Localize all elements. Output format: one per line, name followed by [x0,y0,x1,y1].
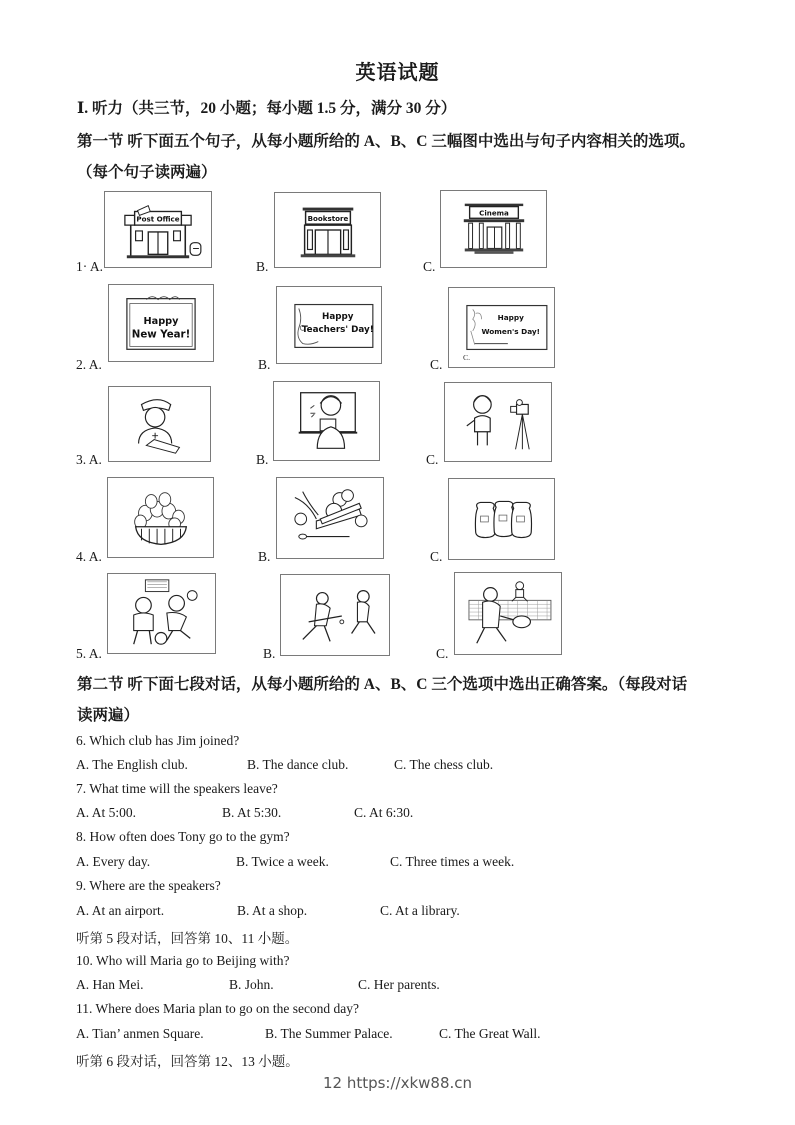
section1-heading: 第一节 听下面五个句子，从每小题所给的 A、B、C 三幅图中选出与句子内容相关的选项。 [77,133,695,150]
question-8-option-c: C. Three times a week. [390,854,515,869]
question-7-option-c: C. At 6:30. [354,805,414,820]
question-10-option-b: B. John. [229,977,274,992]
womens-day-card-icon [449,288,554,367]
question-9-option-a: A. At an airport. [76,903,165,918]
tennis-player-icon [455,573,561,654]
cinema-icon [441,191,546,267]
question-4-label-b: B. [258,549,271,564]
new-year-card-icon [109,285,213,361]
option-4c-yogurt-image[interactable] [448,478,555,560]
option-1b-bookstore-image[interactable] [274,192,381,268]
question-8-option-a: A. Every day. [76,854,151,869]
question-5-label-c: C. [436,646,449,661]
question-4-label-c: C. [430,549,443,564]
question-10-option-c: C. Her parents. [358,977,440,992]
dialogue-6-note: 听第 6 段对话，回答第 12、13 小题。 [76,1054,299,1069]
part1-heading: Ⅰ. 听力（共三节，20 小题；每小题 1.5 分，满分 30 分） [77,100,457,117]
bookstore-icon [275,193,380,267]
svg-text:C.: C. [462,353,471,363]
question-3-label-c: C. [426,452,439,467]
page-title: 英语试题 [355,62,440,84]
svg-text:Teachers' Day!: Teachers' Day! [301,324,374,335]
reporter-camera-icon [445,383,551,461]
question-8-option-b: B. Twice a week. [236,854,329,869]
teacher-icon [274,382,379,460]
section1-note: （每个句子读两遍） [77,164,217,181]
question-6-text: 6. Which club has Jim joined? [76,733,240,748]
svg-text:Bookstore: Bookstore [307,213,349,223]
svg-text:Women's Day!: Women's Day! [481,326,541,336]
option-5c-tennis-image[interactable] [454,572,562,655]
dialogue-5-note: 听第 5 段对话，回答第 10、11 小题。 [76,931,299,946]
baseball-players-icon [281,575,389,655]
question-1-label-b: B. [256,259,269,274]
question-11-option-b: B. The Summer Palace. [265,1026,393,1041]
yogurt-jars-icon [449,479,554,559]
question-5-label-a: 5. A. [76,646,102,661]
svg-text:Post Office: Post Office [136,214,180,224]
section2-heading-cont: 读两遍） [77,707,140,724]
question-7-text: 7. What time will the speakers leave? [76,781,278,796]
question-2-label-c: C. [430,357,443,372]
page-footer: 12 https://xkw88.cn [322,1074,473,1092]
option-3b-teacher-image[interactable] [273,381,380,461]
question-8-text: 8. How often does Tony go to the gym? [76,829,290,844]
svg-text:Happy: Happy [497,313,524,323]
question-6-option-b: B. The dance club. [247,757,349,772]
question-7-option-b: B. At 5:30. [222,805,282,820]
option-5a-football-image[interactable] [107,573,216,654]
question-7-option-a: A. At 5:00. [76,805,137,820]
option-1a-post-office-image[interactable] [104,191,212,268]
question-2-label-b: B. [258,357,271,372]
svg-text:New Year!: New Year! [131,329,191,341]
teachers-day-card-icon [277,287,381,363]
nurse-icon [109,387,210,461]
question-3-label-b: B. [256,452,269,467]
question-2-label-a: 2. A. [76,357,102,372]
question-6-option-a: A. The English club. [76,757,188,772]
option-2c-womens-day-card-image[interactable] [448,287,555,368]
question-1-label-c: C. [423,259,436,274]
question-3-label-a: 3. A. [76,452,102,467]
post-office-icon [105,192,211,267]
question-4-label-a: 4. A. [76,549,102,564]
egg-basket-icon [108,478,213,557]
question-11-option-c: C. The Great Wall. [439,1026,541,1041]
question-5-label-b: B. [263,646,276,661]
svg-text:Happy: Happy [143,315,179,327]
question-9-option-c: C. At a library. [380,903,460,918]
option-4b-vegetables-image[interactable] [276,477,384,559]
question-10-text: 10. Who will Maria go to Beijing with? [76,953,290,968]
option-5b-baseball-image[interactable] [280,574,390,656]
option-4a-eggs-image[interactable] [107,477,214,558]
question-11-text: 11. Where does Maria plan to go on the second day? [76,1001,360,1016]
football-players-icon [108,574,215,653]
option-3c-reporter-image[interactable] [444,382,552,462]
question-1-label-a: 1· A. [76,259,103,274]
option-2b-teachers-day-card-image[interactable] [276,286,382,364]
option-2a-new-year-card-image[interactable] [108,284,214,362]
svg-text:Happy: Happy [322,312,354,323]
svg-text:Cinema: Cinema [479,208,509,218]
question-9-option-b: B. At a shop. [237,903,308,918]
question-10-option-a: A. Han Mei. [76,977,144,992]
question-9-text: 9. Where are the speakers? [76,878,221,893]
vegetables-icon [277,478,383,558]
section2-heading: 第二节 听下面七段对话，从每小题所给的 A、B、C 三个选项中选出正确答案。（每段对话 [77,676,688,693]
question-11-option-a: A. Tian’ anmen Square. [76,1026,204,1041]
option-1c-cinema-image[interactable] [440,190,547,268]
option-3a-nurse-image[interactable] [108,386,211,462]
question-6-option-c: C. The chess club. [394,757,494,772]
